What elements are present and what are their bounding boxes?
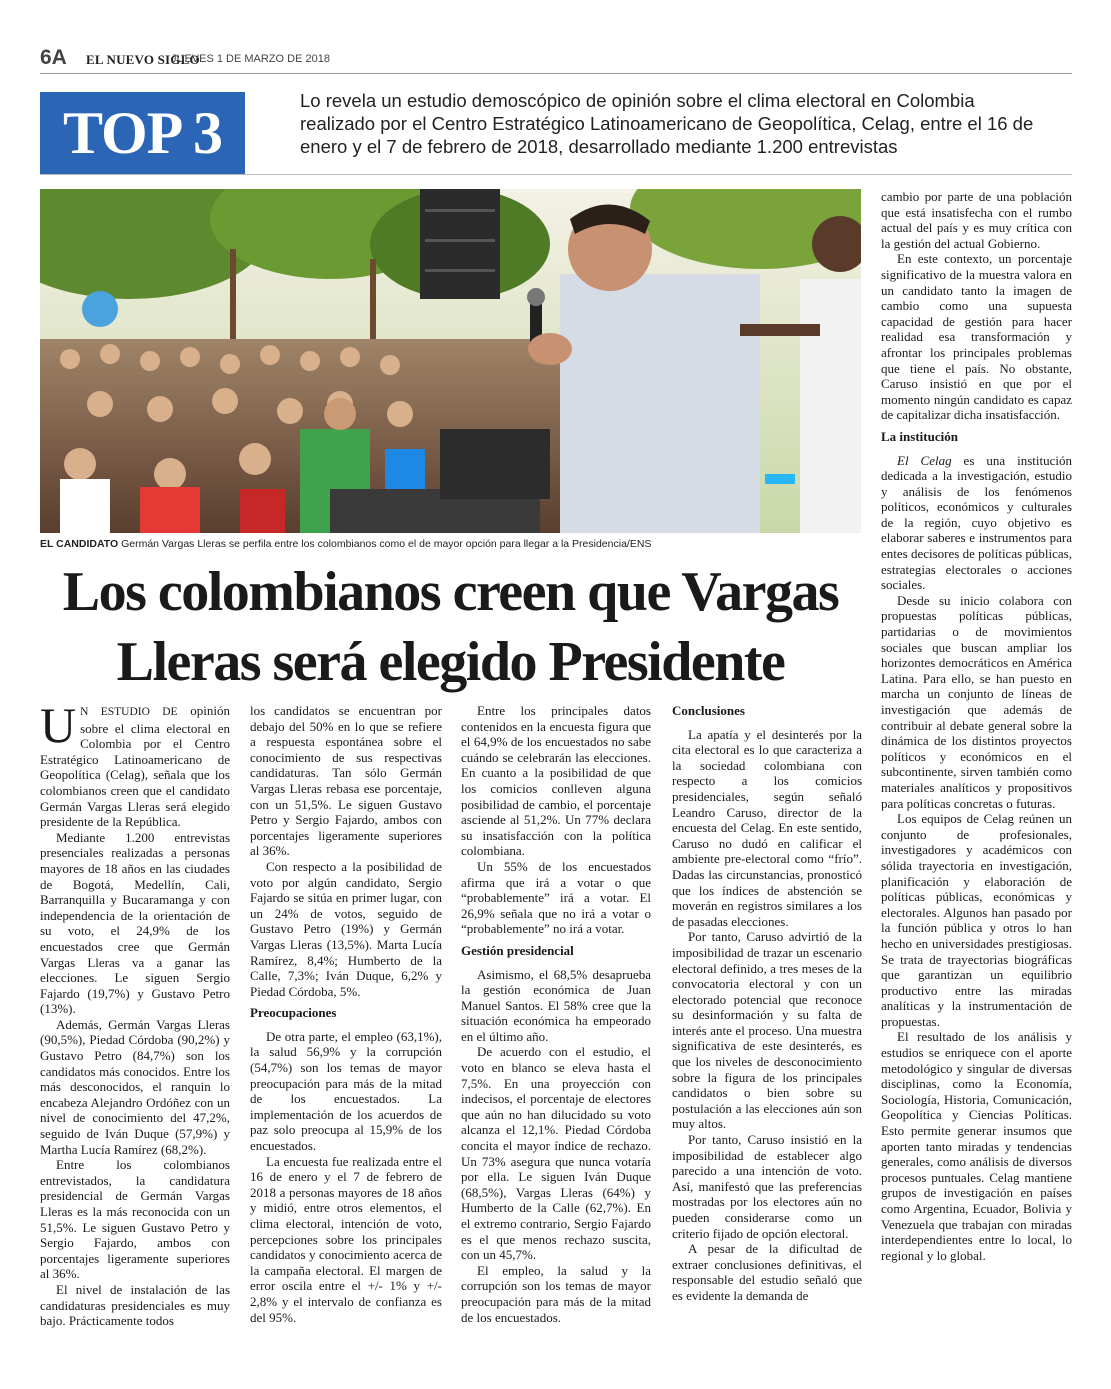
paragraph: De acuerdo con el estudio, el voto en blanco se eleva hasta el 7,5%. En una proyección con indecisos, el porcentaje de electores que aún no han dilucidado su voto alcanza el 12,1%. Piedad Córdoba concita el mayor índice de rechazo. Un 73% asegura que nunca votaría por ella. Le siguen Iván Duque (68,5%), Vargas Lleras (64%) y Humberto de la Calle (62,7%). En el extremo contrario, Sergio Fajardo es el que menos rechazo suscita, con un 45,7%. xyxy=(461,1044,651,1263)
paragraph xyxy=(881,453,1072,593)
caption-text: Germán Vargas Lleras se perfila entre los colombianos como el de mayor opción para llegar a la Presidencia/ENS xyxy=(118,538,652,550)
intro-text: Lo revela un estudio demoscópico de opinión sobre el clima electoral en Colombia realizado por el Centro Estratégico Latinoamericano de Geopolítica, Celag, entre el 16 de enero y el 7 de febrero de 2018, desarrollado mediante 1.200 entrevistas xyxy=(300,90,1034,157)
paragraph: El empleo, la salud y la corrupción son los temas de mayor preocupación para más de la mitad de los encuestados. xyxy=(461,1262,651,1325)
masthead: EL NUEVO SIGLO xyxy=(86,52,200,67)
headline xyxy=(40,557,861,697)
paragraph: El resultado de los análisis y estudios se enriquece con el aporte metodológico y singular de diversas disciplinas, como la Economía, Sociología, Historia, Comunicación, Geopolítica y Ciencias Políticas. Esto permite generar insumos que aporten tanto miradas y tendencias generales, como análisis de diversos procesos puntuales. Celag mantiene grupos de investigación en países como Argentina, Ecuador, Bolivia y Venezuela que trabajan con miradas interdependientes entre lo local, lo regional y lo global. xyxy=(881,1029,1072,1263)
subhead-gestion-presidencial: Gestión presidencial xyxy=(461,942,574,958)
article-column-5 xyxy=(881,189,1072,1263)
paragraph: Entre los colombianos entrevistados, la candidatura presidencial de Germán Vargas Lleras es la más reconocida con un 51,5%. Le siguen Gustavo Petro y Sergio Fajardo, ambos con porcentajes ligeramente superiores al 36%. xyxy=(40,1157,230,1282)
section-rule xyxy=(40,174,1072,175)
lead-paragraph xyxy=(40,697,230,830)
paragraph: Con respecto a la posibilidad de voto por algún candidato, Sergio Fajardo se sitúa en primer lugar, con un 24% de votos, seguido de Gustavo Petro (19%) y Germán Vargas Lleras (13,5%). Marta Lucía Ramírez, 8,4%; Humberto de la Calle, 7,3%; Iván Duque, 6,2% y Piedad Córdoba, 5%. xyxy=(250,858,442,999)
headline-line-2: Lleras será elegido Presidente xyxy=(116,631,785,693)
paragraph: Un 55% de los encuestados afirma que irá a votar o que “probablemente” irá a votar. El 26,9% señala que no irá a votar o “probablemente” no irá a votar. xyxy=(461,858,651,937)
paragraph: Por tanto, Caruso insistió en la imposibilidad de establecer algo parecido a una intención de voto. Así, manifestó que las preferencias mostradas por los electores aún no pueden considerarse como un criterio fijado de opción electoral. xyxy=(672,1132,862,1241)
paragraph: Además, Germán Vargas Lleras (90,5%), Piedad Córdoba (90,2%) y Gustavo Petro (84,7%) son los candidatos más conocidos. Entre los más desconocidos, el ranquin lo encabeza Alejandro Ordóñez con un nivel de conocimiento del 47,2%, seguido de Iván Duque (57,9%) y Martha Lucía Ramírez (68,2%). xyxy=(40,1016,230,1157)
paragraph: La encuesta fue realizada entre el 16 de enero y el 7 de febrero de 2018 a personas mayores de 18 años y midió, entre otros elementos, el clima electoral, intención de voto, percepciones sobre los principales candidatos y conocimiento acerca de la campaña electoral. El margen de error oscila entre el +/- 1% y +/- 2,8% y el intervalo de confianza es del 95%. xyxy=(250,1153,442,1325)
paragraph: En este contexto, un porcentaje significativo de la muestra valora en un candidato tanto la imagen de cambio como una supuesta capacidad de gestión para hacer realidad esa transformación y afrontar los principales problemas que tiene el país. No obstante, Caruso insistió en que por el momento ningún candidato es capaz de capitalizar dicha insatisfacción. xyxy=(881,251,1072,423)
paragraph: Mediante 1.200 entrevistas presenciales realizadas a personas mayores de 18 años en las ciudades de Bogotá, Medellín, Cali, Barranquilla y Bucaramanga y con independencia de la orientación de su voto, el 24,9% de los encuestados cree que Germán Vargas Lleras va a ganar las elecciones. Le siguen Sergio Fajardo (19,7%) y Gustavo Petro (13%). xyxy=(40,829,230,1017)
paragraph: De otra parte, el empleo (63,1%), la salud 56,9% y la corrupción (54,7%) son los temas de mayor preocupación para más de la mitad de los encuestados. La implementación de los acuerdos de paz solo preocupa al 15,9% de los encuestados. xyxy=(250,1028,442,1154)
drop-cap: U xyxy=(40,697,77,753)
photo-caption xyxy=(40,538,870,550)
paragraph: A pesar de la dificultad de extraer conclusiones definitivas, el responsable del estudio señaló que es evidente la demanda de xyxy=(672,1241,862,1303)
paragraph: cambio por parte de una población que está insatisfecha con el rumbo actual del país y es muy crítica con la gestión del actual Gobierno. xyxy=(881,189,1072,251)
header-rule xyxy=(40,73,1072,74)
article-column-4 xyxy=(672,703,862,1304)
subhead-preocupaciones: Preocupaciones xyxy=(250,1005,337,1021)
top3-label: TOP 3 xyxy=(63,99,222,166)
candidate-photo xyxy=(40,189,861,533)
paragraph: Desde su inicio colabora con propuestas políticas públicas, partidarias o de movimientos sociales que buscan ampliar los horizontes democráticos en América Latina. Para ello, se han puesto en marcha un conjunto de líneas de investigación que además de contribuir al debate general sobre la dinámica de los distintos proyectos políticos y económicos en el subcontinente, sirven también como materiales analíticos y propositivos para políticas concretas o futuras. xyxy=(881,592,1072,811)
photo-illustration xyxy=(40,189,861,533)
caption-lead: EL CANDIDATO xyxy=(40,538,119,550)
paragraph: Entre los principales datos contenidos en la encuesta figura que el 64,9% de los encuestados no sabe cuándo se celebrarán las elecciones. En cuanto a la posibilidad de que los comicios conlleven alguna posibilidad de cambio, el porcentaje asciende al 51,2%. Un 77% declara su insatisfacción con la política colombiana. xyxy=(461,703,651,859)
paragraph-text: es una institución dedicada a la investigación, estudio y análisis de los fenómenos políticos, económicos y culturales de la región, cuyo objetivo es elaborar saberes e instrumentos para entes decisores de políticas públicas, estrategias electorales o acciones sociales. xyxy=(881,452,1072,593)
top3-box xyxy=(40,92,245,174)
subhead-conclusiones: Conclusiones xyxy=(672,703,745,718)
lead-text: opinión sobre el clima electoral en Colombia por el Centro Estratégico Latinoamericano de Geopolítica (Celag), señala que los colombianos creen que el candidato Germán Vargas Lleras será elegido presidente de la República. xyxy=(40,703,230,830)
dateline: JUEVES 1 DE MARZO DE 2018 xyxy=(171,53,330,65)
paragraph: La apatía y el desinterés por la cita electoral es lo que caracteriza a la sociedad colombiana con respecto a los comicios presidenciales, según señaló Leandro Caruso, director de la encuesta del Celag. En este sentido, Caruso no dudó en calificar el ambiente pre-electoral como “frío”. Dadas las circunstancias, pronosticó que los índices de abstención se moverán en registros similares a los de pasadas elecciones. xyxy=(672,726,862,929)
lead-caps: N ESTUDIO DE xyxy=(80,706,178,718)
paragraph: Los equipos de Celag reúnen un conjunto de profesionales, investigadores y académicos con sólida trayectoria en investigación, planificación y elaboración de políticas públicas, económicas y electorales. Algunos han pasado por la función pública y otros lo han hecho en universidades prestigiosas. Se trata de trayectorias biográficas que garantizan un equilibrio productivo entre las miradas analíticas y la instrumentación de propuestas. xyxy=(881,811,1072,1029)
article-column-1 xyxy=(40,697,230,1329)
article-column-2 xyxy=(250,703,442,1325)
page-number: 6A xyxy=(40,46,67,69)
paragraph: Asimismo, el 68,5% desaprueba la gestión económica de Juan Manuel Santos. El 58% cree que la situación económica ha empeorado en el último año. xyxy=(461,966,651,1044)
paragraph: los candidatos se encuentran por debajo del 50% en lo que se refiere a respuesta espontánea sobre el conocimiento de sus respectivas candidaturas. Tan sólo Germán Vargas Lleras rebasa ese porcentaje, con un 51,5%. Le siguen Gustavo Petro y Sergio Fajardo, ambos con porcentajes ligeramente superiores al 36%. xyxy=(250,703,442,859)
subhead-la-institucion: La institución xyxy=(881,428,958,444)
article-column-3 xyxy=(461,703,651,1325)
celag-italic: El Celag xyxy=(897,452,952,468)
headline-line-1: Los colombianos creen que Vargas xyxy=(62,561,839,623)
paragraph: El nivel de instalación de las candidaturas presidenciales es muy bajo. Prácticamente todos xyxy=(40,1281,230,1329)
paragraph: Por tanto, Caruso advirtió de la imposibilidad de trazar un escenario electoral definido, a tres meses de la convocatoria electoral y con un electorado potencial que reconoce su desinformación y su falta de interés ante el proceso. Una muestra significativa de este desinterés, es que los niveles de desconocimiento sobre la figura de los principales candidatos o bien sobre su postulación a las elecciones aún son muy altos. xyxy=(672,929,862,1132)
